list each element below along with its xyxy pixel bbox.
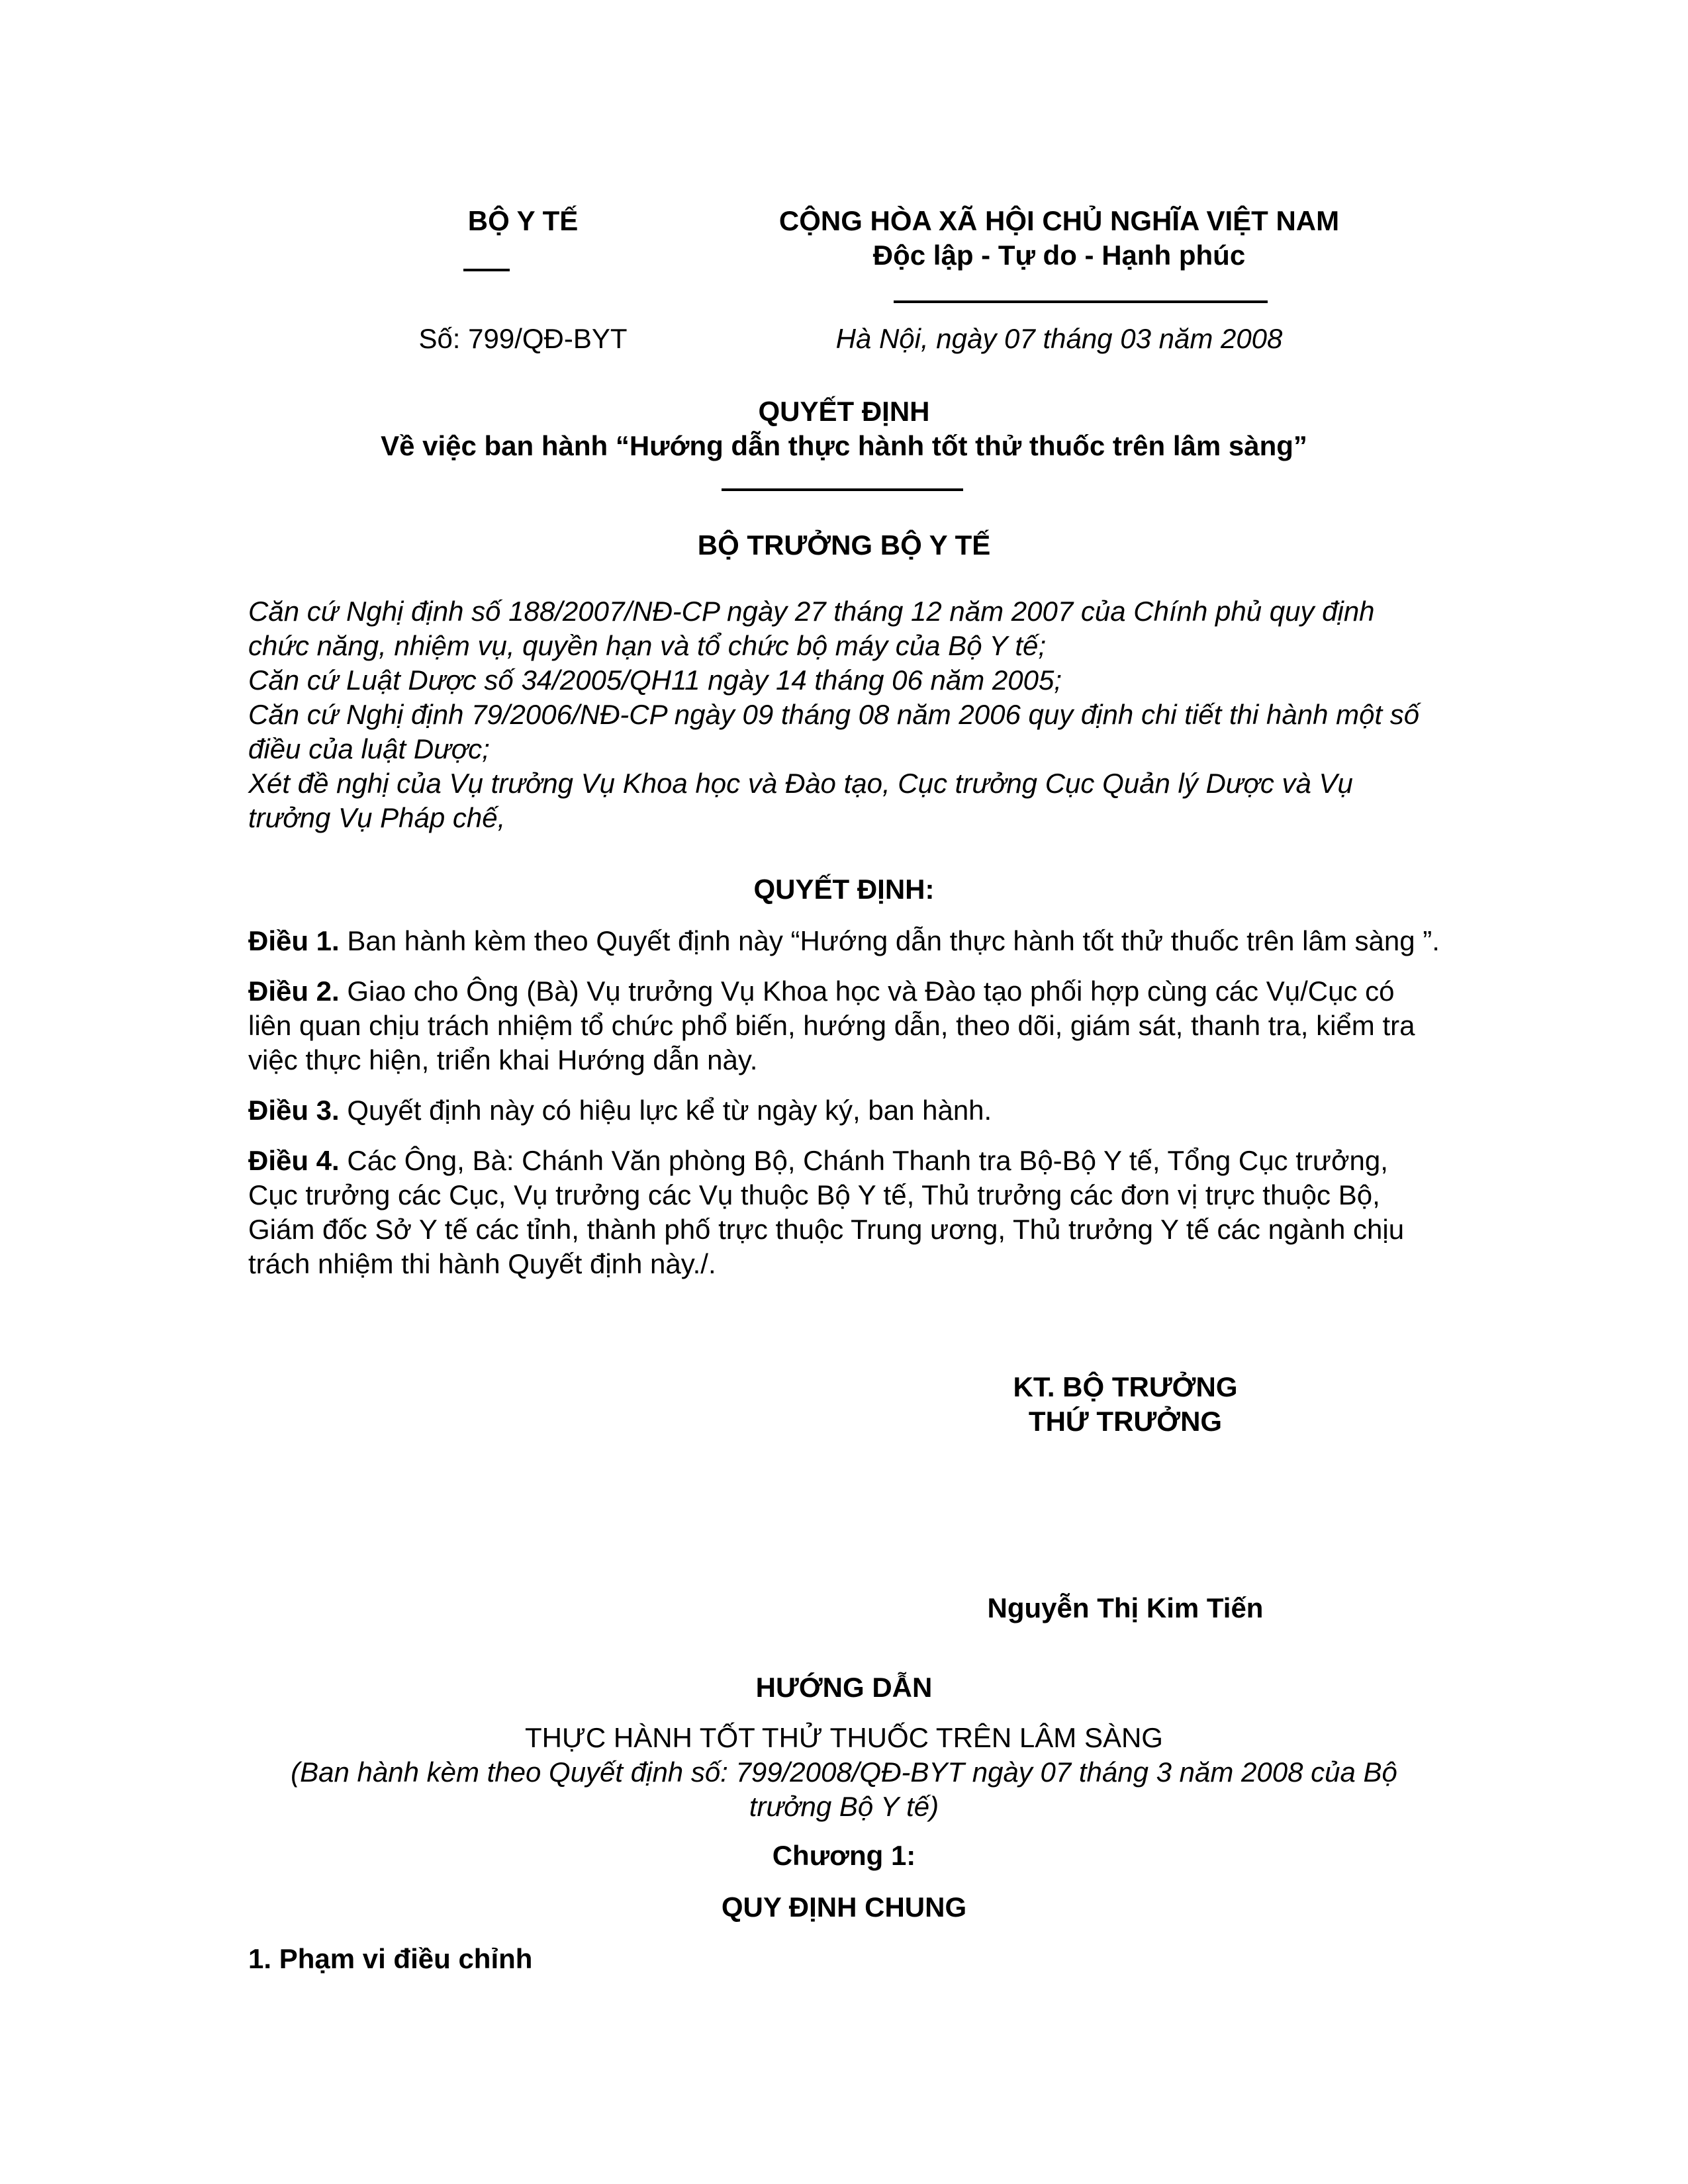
place-and-date: Hà Nội, ngày 07 tháng 03 năm 2008 — [835, 323, 1283, 354]
article-2 — [248, 974, 1440, 1077]
guide-note: (Ban hành kèm theo Quyết định số: 799/2008/QĐ-BYT ngày 07 tháng 3 năm 2008 của Bộ trưởng Bộ Y tế) — [291, 1756, 1397, 1822]
article-label: Điều 4. — [248, 1145, 340, 1176]
agency-underline — [463, 269, 510, 271]
motto-underline — [894, 300, 1268, 303]
country-name: CỘNG HÒA XÃ HỘI CHỦ NGHĨA VIỆT NAM — [778, 205, 1340, 236]
signature-subtitle: THỨ TRƯỞNG — [1028, 1406, 1223, 1437]
article-text: Giao cho Ông (Bà) Vụ trưởng Vụ Khoa học và Đào tạo phối hợp cùng các Vụ/Cục có liên quan chịu trách nhiệm tổ chức phổ biến, hướng dẫn, theo dõi, giám sát, thanh tra, kiểm tra việc thực hiện, triển khai Hướng dẫn này. — [248, 976, 1415, 1075]
article-label: Điều 1. — [248, 925, 340, 956]
article-label: Điều 2. — [248, 976, 340, 1007]
national-motto: Độc lập - Tự do - Hạnh phúc — [872, 240, 1246, 271]
guide-subtitle: THỰC HÀNH TỐT THỬ THUỐC TRÊN LÂM SÀNG — [525, 1722, 1163, 1753]
preamble-item: Căn cứ Luật Dược số 34/2005/QH11 ngày 14 tháng 06 năm 2005; — [248, 664, 1062, 696]
issuing-agency: BỘ Y TẾ — [467, 205, 579, 236]
preamble-item: Căn cứ Nghị định 79/2006/NĐ-CP ngày 09 tháng 08 năm 2006 quy định chi tiết thi hành một số điều của luật Dược; — [248, 699, 1420, 764]
article-3 — [248, 1093, 1440, 1128]
signer-name: Nguyễn Thị Kim Tiến — [987, 1592, 1264, 1623]
decision-subtitle: Về việc ban hành “Hướng dẫn thực hành tốt thử thuốc trên lâm sàng” — [381, 430, 1307, 461]
article-text: Ban hành kèm theo Quyết định này “Hướng dẫn thực hành tốt thử thuốc trên lâm sàng ”. — [339, 925, 1440, 956]
preamble-item: Xét đề nghị của Vụ trưởng Vụ Khoa học và Đào tạo, Cục trưởng Cục Quản lý Dược và Vụ trưởng Vụ Pháp chế, — [248, 768, 1353, 833]
article-text: Quyết định này có hiệu lực kể từ ngày ký, ban hành. — [339, 1095, 992, 1126]
guide-title: HƯỚNG DẪN — [755, 1672, 933, 1703]
article-4 — [248, 1144, 1440, 1281]
preamble-item: Căn cứ Nghị định số 188/2007/NĐ-CP ngày 27 tháng 12 năm 2007 của Chính phủ quy định chức năng, nhiệm vụ, quyền hạn và tổ chức bộ máy của Bộ Y tế; — [248, 596, 1375, 661]
preamble — [248, 594, 1440, 835]
article-label: Điều 3. — [248, 1095, 340, 1126]
decision-title: QUYẾT ĐỊNH — [758, 396, 930, 427]
document-number: Số: 799/QĐ-BYT — [418, 323, 628, 354]
section-heading: 1. Phạm vi điều chỉnh — [248, 1943, 533, 1974]
chapter-label: Chương 1: — [772, 1840, 916, 1871]
decision-heading: QUYẾT ĐỊNH: — [753, 874, 935, 905]
articles — [248, 924, 1440, 1297]
signature-title: KT. BỘ TRƯỞNG — [1013, 1371, 1238, 1402]
article-1 — [248, 924, 1440, 958]
issuing-authority: BỘ TRƯỞNG BỘ Y TẾ — [697, 529, 991, 561]
title-underline — [722, 488, 963, 491]
chapter-title: QUY ĐỊNH CHUNG — [721, 1891, 967, 1923]
article-text: Các Ông, Bà: Chánh Văn phòng Bộ, Chánh Thanh tra Bộ-Bộ Y tế, Tổng Cục trưởng, Cục trưởng các Cục, Vụ trưởng các Vụ thuộc Bộ Y tế, Thủ trưởng các đơn vị trực thuộc Bộ, Giám đốc Sở Y tế các tỉnh, thành phố trực thuộc Trung ương, Thủ trưởng Y tế các ngành chịu trách nhiệm thi hành Quyết định này./. — [248, 1145, 1405, 1279]
